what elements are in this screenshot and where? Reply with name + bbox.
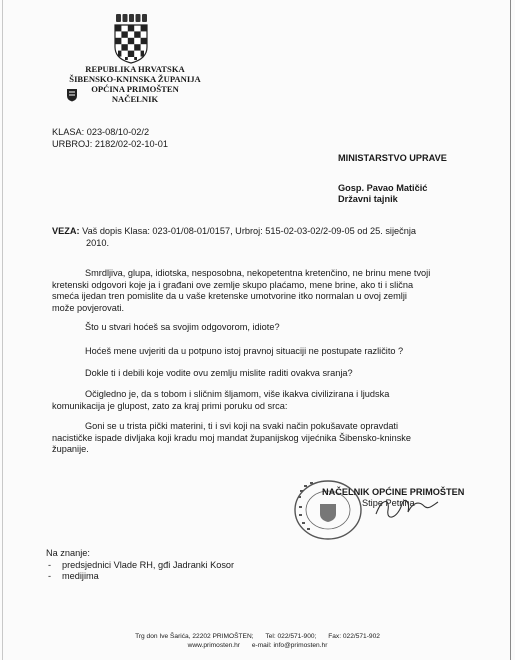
- letterhead-country: REPUBLIKA HRVATSKA: [85, 64, 185, 74]
- footer-tel: Tel: 022/571-900;: [265, 633, 317, 640]
- coat-of-arms-icon: [112, 14, 150, 64]
- recipient-role: Državni tajnik: [338, 194, 398, 204]
- footer-email: e-mail: info@primosten.hr: [251, 641, 328, 649]
- urbroj-number: URBROJ: 2182/02-02-10-01: [52, 139, 168, 149]
- body-line: Očigledno je, da s tobom i sličnim šljamom, više ikakva civilizirana i ljudska: [85, 389, 390, 399]
- klasa-number: KLASA: 023-08/10-02/2: [52, 127, 150, 137]
- veza-text: Vaš dopis Klasa: 023-01/08-01/0157, Urbroj: 515-02-03-02/2-09-05 od 25. siječnja: [82, 226, 416, 236]
- scan-edge-left: [2, 0, 3, 660]
- copy-to-item: - medijima: [46, 571, 234, 583]
- copy-to-heading: Na znanje:: [46, 548, 90, 558]
- scan-edge-right: [510, 0, 511, 660]
- body-line: Smrdljiva, glupa, idiotska, nesposobna, nekopetentna kretenčino, ne brinu mene tvoji: [85, 268, 431, 278]
- footer-fax: Fax: 022/571-902: [328, 633, 380, 640]
- recipient-org: MINISTARSTVO UPRAVE: [338, 153, 447, 163]
- recipient-name: Gosp. Pavao Matičić: [338, 183, 428, 193]
- letterhead: [60, 64, 210, 104]
- reference-line: [52, 226, 472, 249]
- recipient-address: [338, 153, 447, 205]
- body-line: smeća ijedan tren pomislite da u vaše kretenske umotvorine itko normalan u ovoj zemlji: [52, 291, 407, 301]
- body-line: Što u stvari hoćeš sa svojim odgovorom, idiote?: [85, 322, 280, 332]
- body-line: Goni se u trista pički materini, ti i svi koji na svaki način pokušavate opravdati: [85, 421, 399, 431]
- signatory-title: NAČELNIK OPĆINE PRIMOŠTEN: [322, 487, 465, 497]
- body-line: nacističke ispade divljaka koji kradu moj mandat županijskog vijećnika Šibensko-kninske: [52, 432, 412, 443]
- body-paragraph-4: [52, 368, 486, 380]
- letterhead-municipality: OPĆINA PRIMOŠTEN: [91, 84, 179, 94]
- reference-numbers: [52, 126, 168, 150]
- letterhead-county: ŠIBENSKO-KNINSKA ŽUPANIJA: [69, 74, 201, 84]
- body-line: komunikacija je glupost, zato za kraj primi poruku od srca:: [52, 400, 288, 411]
- veza-label: VEZA:: [52, 226, 80, 236]
- veza-text-continued: 2010.: [86, 237, 109, 248]
- signatory-name: Stipe Petrina: [362, 498, 415, 508]
- letterhead-office: NAČELNIK: [111, 94, 159, 104]
- body-paragraph-6: [52, 421, 486, 456]
- copy-to-item: - predsjednici Vlade RH, gđi Jadranki Kosor: [46, 560, 234, 572]
- official-stamp-icon: [290, 476, 370, 542]
- body-line: županije.: [52, 444, 89, 454]
- body-line: može povjerovati.: [52, 302, 125, 313]
- page-footer: [0, 633, 515, 650]
- body-paragraph-2: [52, 322, 486, 334]
- copy-to-list: [46, 548, 234, 583]
- body-line: Dokle ti i debili koje vodite ovu zemlju mislite raditi ovakva sranja?: [85, 368, 353, 378]
- body-paragraph-1: [52, 268, 486, 314]
- footer-address: Trg don Ive Šarića, 22202 PRIMOŠTEN;: [135, 633, 254, 640]
- handwritten-signature-icon: [372, 494, 442, 522]
- body-line: Hoćeš mene uvjeriti da u potpuno istoj pravnoj situaciji ne postupate različito ?: [85, 346, 404, 356]
- footer-website: www.primosten.hr: [187, 641, 240, 649]
- municipal-crest-icon: [66, 88, 78, 102]
- body-paragraph-5: [52, 389, 486, 412]
- body-paragraph-3: [52, 346, 486, 358]
- body-line: kretenski odgovori koje ja i građani ove zemlje skupo plaćamo, mene brine, ako ti i slična: [52, 279, 414, 290]
